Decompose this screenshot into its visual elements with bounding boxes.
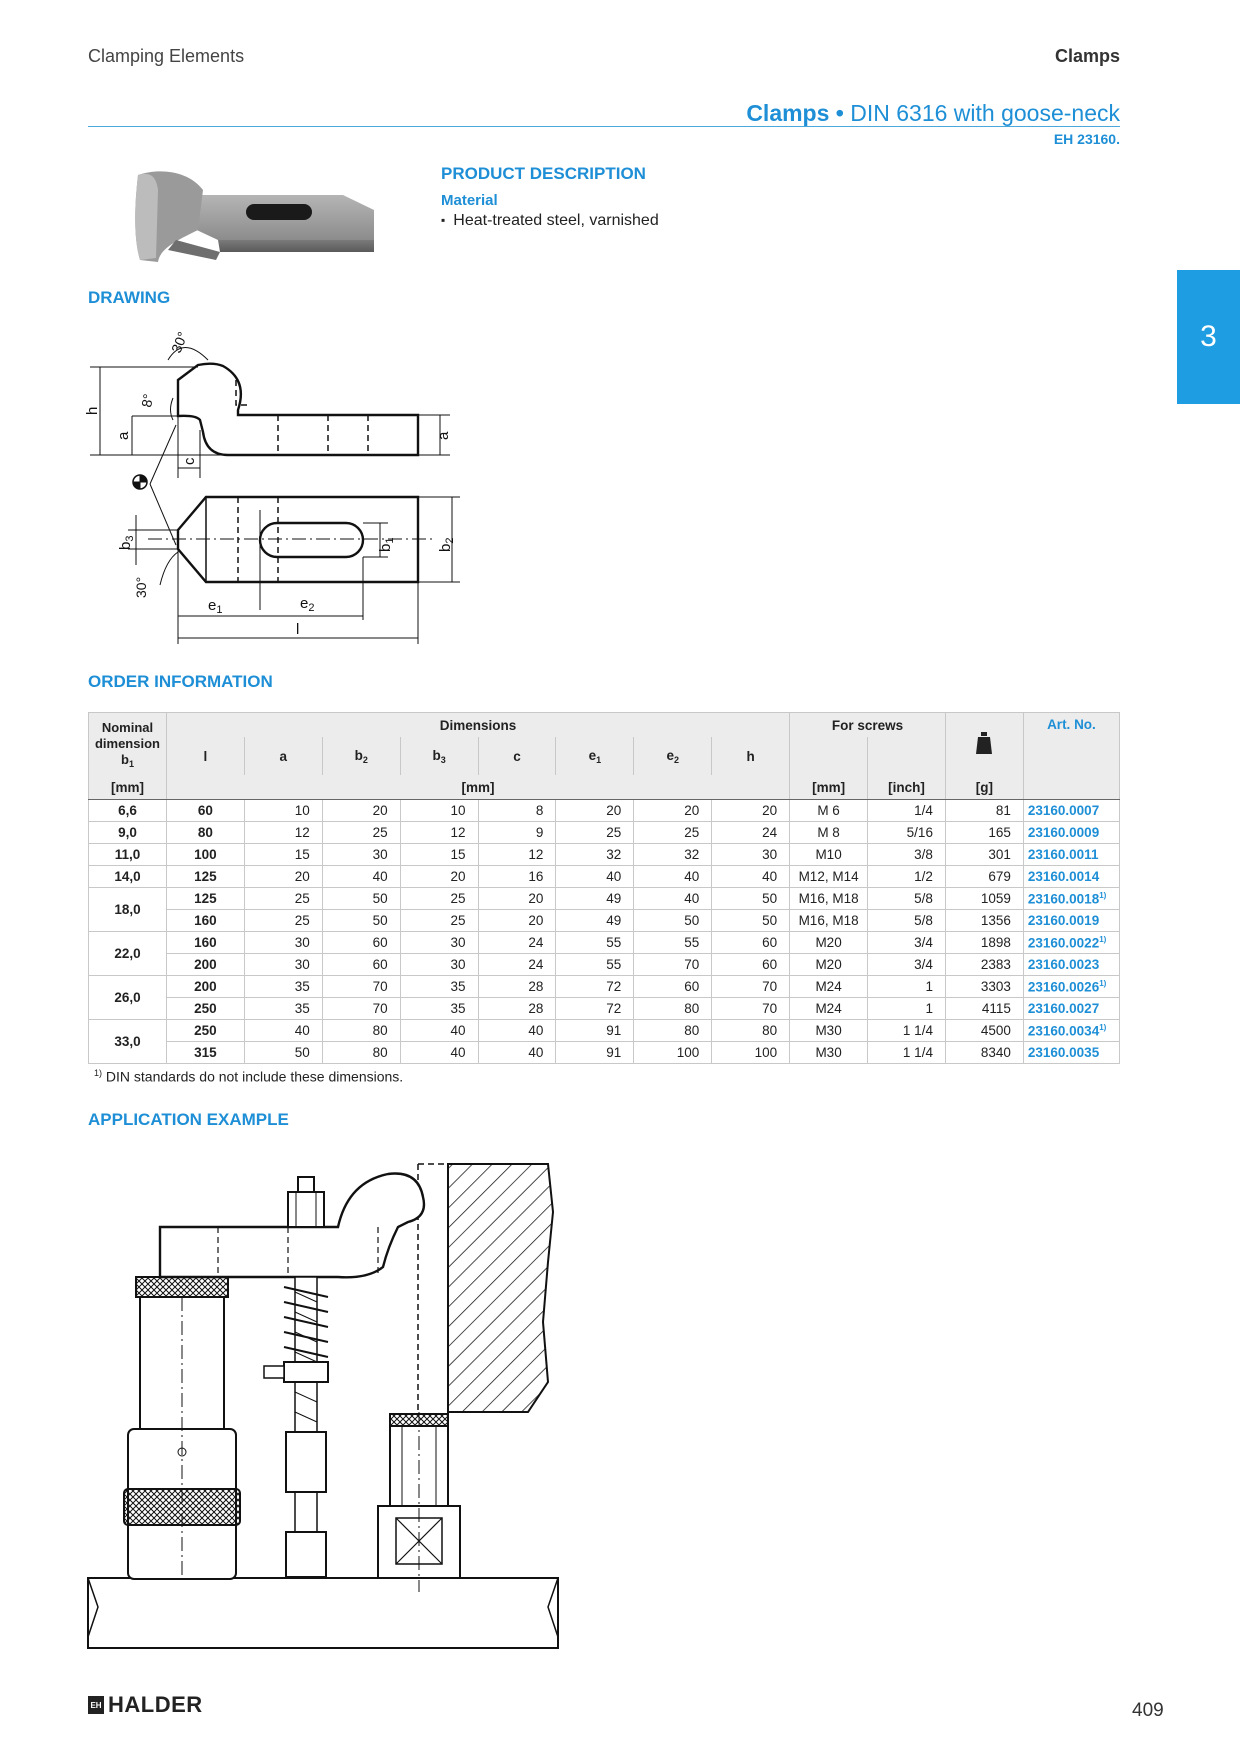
cell-b2: 30 [322,844,400,866]
page-title [746,100,1120,127]
art-no-link[interactable]: 23160.0035 [1027,1045,1100,1060]
cell-e1: 49 [556,910,634,932]
cell-h: 24 [712,822,790,844]
col-header-c: c [478,737,556,775]
technical-drawing [84,320,468,650]
cell-art-no[interactable] [1023,888,1119,910]
cell-a: 10 [244,800,322,822]
cell-h: 70 [712,998,790,1020]
cell-b2: 50 [322,910,400,932]
art-no-link[interactable]: 23160.0019 [1027,913,1100,928]
cell-l: 60 [166,800,244,822]
footnote-marker: 1) [1099,1022,1107,1032]
logo-mark: EH [88,1696,104,1714]
cell-inch: 1 1/4 [868,1042,946,1064]
cell-a: 35 [244,998,322,1020]
table-row [89,844,1120,866]
cell-a: 30 [244,954,322,976]
cell-b3: 15 [400,844,478,866]
footnote-marker: 1) [1099,978,1107,988]
cell-art-no[interactable] [1023,910,1119,932]
unit-screw-inch: [inch] [868,775,946,800]
svg-text:b2: $b_2$ [437,537,456,552]
cell-a: 20 [244,866,322,888]
cell-h: 50 [712,910,790,932]
col-header-l: l [166,737,244,775]
cell-e1: 91 [556,1042,634,1064]
table-row [89,1020,1120,1042]
dim-label-e1 [208,597,222,616]
col-header-for-screws: For screws [790,713,946,738]
cell-h: 80 [712,1020,790,1042]
unit-nominal: [mm] [89,775,167,800]
cell-c: 28 [478,998,556,1020]
cell-g: 679 [945,866,1023,888]
cell-b2: 70 [322,998,400,1020]
cell-e2: 40 [634,888,712,910]
table-row [89,888,1120,910]
table-row [89,954,1120,976]
art-no-link[interactable]: 23160.0007 [1027,803,1100,818]
col-header-b2: $b_2$ [322,737,400,775]
cell-mm: M12, M14 [790,866,868,888]
halder-logo [88,1692,203,1718]
cell-l: 80 [166,822,244,844]
cell-mm: M30 [790,1020,868,1042]
cell-l: 100 [166,844,244,866]
cell-art-no[interactable] [1023,844,1119,866]
cell-c: 12 [478,844,556,866]
art-no-link[interactable]: 23160.0018 [1027,891,1100,907]
cell-inch: 1 [868,998,946,1020]
cell-e1: 55 [556,932,634,954]
footnote-marker: 1) [1099,890,1107,900]
cell-g: 165 [945,822,1023,844]
drawing-heading: DRAWING [88,288,171,307]
table-row [89,932,1120,954]
cell-mm: M10 [790,844,868,866]
cell-l: 250 [166,1020,244,1042]
chapter-number: 3 [1200,320,1217,353]
order-table-wrapper [88,712,1120,1064]
material-label: Material [441,192,498,209]
cell-e2: 25 [634,822,712,844]
table-row [89,800,1120,822]
col-header-screw-blank [790,737,868,775]
cell-mm: M16, M18 [790,888,868,910]
cell-nominal: 9,0 [89,822,167,844]
footnote-marker: 1) [1099,934,1107,944]
cell-e1: 55 [556,954,634,976]
cell-nominal: 18,0 [89,888,167,932]
cell-h: 70 [712,976,790,998]
table-row [89,866,1120,888]
dim-label-e2 [300,595,314,614]
application-example-heading: APPLICATION EXAMPLE [88,1110,289,1129]
cell-c: 40 [478,1020,556,1042]
cell-e2: 60 [634,976,712,998]
cell-e2: 50 [634,910,712,932]
cell-b2: 60 [322,954,400,976]
cell-b3: 30 [400,932,478,954]
cell-l: 315 [166,1042,244,1064]
art-no-link[interactable]: 23160.0022 [1027,935,1100,951]
weight-icon [975,732,993,754]
cell-h: 20 [712,800,790,822]
title-rest: DIN 6316 with goose-neck [843,100,1120,126]
cell-g: 8340 [945,1042,1023,1064]
table-row [89,910,1120,932]
cell-b3: 30 [400,954,478,976]
cell-g: 301 [945,844,1023,866]
svg-text:b3: $b_3$ [117,535,136,550]
cell-b2: 40 [322,866,400,888]
cell-b2: 20 [322,800,400,822]
cell-art-no[interactable] [1023,932,1119,954]
cell-mm: M 6 [790,800,868,822]
cell-e1: 49 [556,888,634,910]
col-header-dimensions: Dimensions [166,713,789,738]
cell-c: 20 [478,910,556,932]
cell-h: 40 [712,866,790,888]
application-example-drawing [88,1152,558,1652]
cell-g: 1356 [945,910,1023,932]
logo-text: HALDER [108,1692,203,1717]
cell-g: 4115 [945,998,1023,1020]
cell-art-no[interactable] [1023,998,1119,1020]
cell-art-no[interactable] [1023,800,1119,822]
cell-e2: 80 [634,1020,712,1042]
cell-g: 1898 [945,932,1023,954]
cell-art-no[interactable] [1023,1042,1119,1064]
cell-inch: 3/4 [868,954,946,976]
cell-e2: 100 [634,1042,712,1064]
dim-label-h: h [84,406,101,415]
col-header-b3: $b_3$ [400,737,478,775]
cell-b3: 35 [400,976,478,998]
cell-b2: 60 [322,932,400,954]
order-table [88,712,1120,1064]
cell-b3: 40 [400,1020,478,1042]
cell-mm: M20 [790,932,868,954]
cell-mm: M24 [790,976,868,998]
cell-g: 1059 [945,888,1023,910]
cell-b3: 35 [400,998,478,1020]
cell-inch: 5/8 [868,888,946,910]
art-no-link[interactable]: 23160.0026 [1027,979,1100,995]
table-row [89,976,1120,998]
cell-e2: 70 [634,954,712,976]
cell-art-no[interactable] [1023,954,1119,976]
cell-inch: 1 [868,976,946,998]
dim-label-30-top: 30° [167,329,191,356]
cell-c: 40 [478,1042,556,1064]
cell-nominal: 33,0 [89,1020,167,1064]
cell-a: 25 [244,888,322,910]
chapter-tab[interactable] [1177,270,1240,404]
cell-e2: 40 [634,866,712,888]
title-divider [88,126,1120,127]
cell-g: 3303 [945,976,1023,998]
table-row [89,822,1120,844]
table-row [89,998,1120,1020]
cell-c: 20 [478,888,556,910]
cell-art-no[interactable] [1023,976,1119,998]
svg-text:e1: $e_1$ [208,597,223,616]
dim-label-b3 [117,536,136,550]
cell-a: 30 [244,932,322,954]
cell-mm: M16, M18 [790,910,868,932]
cell-b3: 12 [400,822,478,844]
cell-inch: 5/16 [868,822,946,844]
header-section-label: Clamping Elements [88,46,245,66]
art-no-link[interactable]: 23160.0034 [1027,1023,1100,1039]
unit-weight: [g] [945,775,1023,800]
title-strong: Clamps • [746,100,844,126]
cell-l: 200 [166,954,244,976]
cell-e1: 25 [556,822,634,844]
col-header-nominal: Nominal dimension $b_1$ [89,713,167,776]
product-code: EH 23160. [1053,131,1120,147]
cell-b3: 25 [400,888,478,910]
header-category-label: Clamps [1054,46,1120,66]
cell-inch: 1/2 [868,866,946,888]
dim-label-8: 8° [138,392,157,409]
cell-h: 30 [712,844,790,866]
cell-g: 81 [945,800,1023,822]
cell-e1: 72 [556,998,634,1020]
page-number: 409 [1132,1700,1164,1721]
cell-b2: 25 [322,822,400,844]
cell-nominal: 6,6 [89,800,167,822]
cell-inch: 1/4 [868,800,946,822]
cell-e1: 91 [556,1020,634,1042]
cell-l: 125 [166,888,244,910]
cell-h: 100 [712,1042,790,1064]
cell-e1: 72 [556,976,634,998]
cell-l: 160 [166,932,244,954]
cell-inch: 3/8 [868,844,946,866]
cell-h: 50 [712,888,790,910]
cell-nominal: 14,0 [89,866,167,888]
cell-l: 160 [166,910,244,932]
cell-a: 12 [244,822,322,844]
dim-label-a-right: a [435,431,452,440]
cell-inch: 1 1/4 [868,1020,946,1042]
material-item: ▪ Heat-treated steel, varnished [441,212,659,230]
cell-b2: 70 [322,976,400,998]
cell-inch: 5/8 [868,910,946,932]
cell-e2: 55 [634,932,712,954]
cell-e1: 40 [556,866,634,888]
cell-e1: 20 [556,800,634,822]
unit-dimensions: [mm] [166,775,789,800]
col-header-e1: $e_1$ [556,737,634,775]
cell-c: 24 [478,954,556,976]
svg-text:e2: $e_2$ [300,595,315,614]
cell-c: 8 [478,800,556,822]
cell-e2: 32 [634,844,712,866]
cell-art-no[interactable] [1023,866,1119,888]
unit-screw-mm: [mm] [790,775,868,800]
cell-a: 15 [244,844,322,866]
cell-inch: 3/4 [868,932,946,954]
cell-a: 50 [244,1042,322,1064]
art-no-link[interactable]: 23160.0011 [1027,847,1099,862]
cell-e1: 32 [556,844,634,866]
dim-label-l: l [296,621,300,638]
cell-mm: M24 [790,998,868,1020]
cell-e2: 20 [634,800,712,822]
dim-label-c: c [181,457,198,465]
art-no-link[interactable]: 23160.0014 [1027,869,1100,884]
cell-nominal: 11,0 [89,844,167,866]
col-header-h: h [712,737,790,775]
cell-nominal: 22,0 [89,932,167,976]
order-information-heading: ORDER INFORMATION [88,672,273,691]
col-header-inch-blank [868,737,946,775]
cell-l: 125 [166,866,244,888]
order-table-body [89,800,1120,1064]
unit-art-blank [1023,775,1119,800]
cell-a: 25 [244,910,322,932]
cell-art-no[interactable] [1023,1020,1119,1042]
cell-b3: 20 [400,866,478,888]
cell-a: 40 [244,1020,322,1042]
cell-mm: M30 [790,1042,868,1064]
col-header-a: a [244,737,322,775]
cell-art-no[interactable] [1023,822,1119,844]
dim-label-30-bottom: 30° [133,576,149,598]
art-no-link[interactable]: 23160.0023 [1027,957,1100,972]
cell-g: 4500 [945,1020,1023,1042]
cell-b2: 50 [322,888,400,910]
cell-l: 250 [166,998,244,1020]
product-photo [128,170,380,270]
art-no-link[interactable]: 23160.0009 [1027,825,1100,840]
dim-label-b2 [437,538,456,552]
cell-c: 16 [478,866,556,888]
cell-g: 2383 [945,954,1023,976]
cell-b2: 80 [322,1042,400,1064]
cell-h: 60 [712,932,790,954]
art-no-link[interactable]: 23160.0027 [1027,1001,1100,1016]
cell-b3: 25 [400,910,478,932]
cell-l: 200 [166,976,244,998]
cell-nominal: 26,0 [89,976,167,1020]
product-description-heading: PRODUCT DESCRIPTION [441,164,646,183]
cell-c: 24 [478,932,556,954]
cell-c: 9 [478,822,556,844]
cell-h: 60 [712,954,790,976]
cell-b3: 10 [400,800,478,822]
col-header-weight [945,713,1023,776]
cell-a: 35 [244,976,322,998]
cell-b2: 80 [322,1020,400,1042]
table-footnote: $^{1)}$ DIN standards do not include these dimensions. [94,1068,404,1085]
table-row [89,1042,1120,1064]
cell-mm: M 8 [790,822,868,844]
svg-text:b1: $b_1$ [377,537,396,552]
col-header-e2: $e_2$ [634,737,712,775]
cell-mm: M20 [790,954,868,976]
dim-label-a-left: a [115,431,132,440]
cell-e2: 80 [634,998,712,1020]
col-header-art-no: Art. No. [1023,713,1119,776]
cell-c: 28 [478,976,556,998]
cell-b3: 40 [400,1042,478,1064]
